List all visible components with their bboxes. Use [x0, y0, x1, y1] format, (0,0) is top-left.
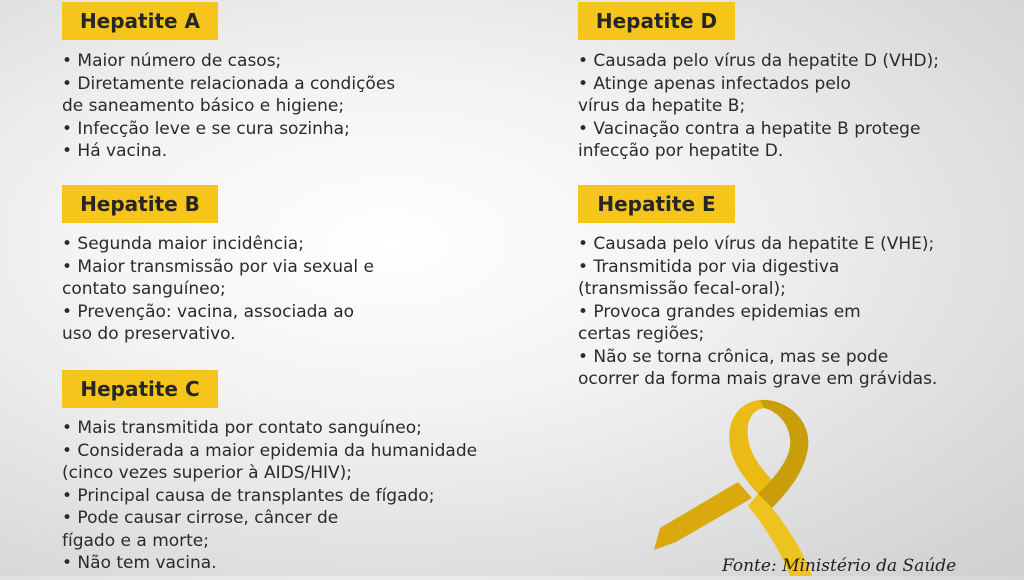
list-item: fígado e a morte; — [62, 530, 209, 551]
list-item: vírus da hepatite B; — [578, 96, 746, 116]
hepatite-b-list — [62, 233, 374, 346]
hepatite-b-title: Hepatite B — [62, 185, 218, 223]
list-item: • Maior número de casos; — [62, 51, 282, 71]
list-item: • Causada pelo vírus da hepatite D (VHD); — [578, 51, 939, 71]
list-item: • Causada pelo vírus da hepatite E (VHE); — [578, 234, 935, 254]
source-credit: Fonte: Ministério da Saúde — [722, 556, 957, 576]
list-item: • Segunda maior incidência; — [62, 234, 304, 254]
list-item: (transmissão fecal-oral); — [578, 279, 786, 299]
list-item: uso do preservativo. — [62, 324, 236, 344]
list-item: • Mais transmitida por contato sanguíneo; — [62, 418, 422, 438]
hepatite-d-list — [578, 50, 939, 163]
hepatite-a-title: Hepatite A — [62, 2, 218, 40]
hepatite-a-list — [62, 50, 395, 163]
hepatite-e-title: Hepatite E — [578, 185, 735, 223]
list-item: certas regiões; — [578, 324, 705, 344]
list-item: • Transmitida por via digestiva — [578, 256, 840, 277]
list-item: • Pode causar cirrose, câncer de — [62, 508, 339, 528]
ribbon-left-tail — [654, 482, 752, 550]
ribbon-loop-right — [758, 400, 808, 508]
list-item: • Atinge apenas infectados pelo — [578, 73, 851, 94]
list-item: • Provoca grandes epidemias em — [578, 301, 861, 322]
hepatite-c-list — [62, 417, 477, 575]
list-item: • Considerada a maior epidemia da humanidade — [62, 440, 478, 461]
list-item: (cinco vezes superior à AIDS/HIV); — [62, 463, 353, 483]
list-item: • Diretamente relacionada a condições — [62, 73, 396, 94]
list-item: de saneamento básico e higiene; — [62, 96, 345, 116]
list-item: • Há vacina. — [62, 141, 168, 161]
hepatite-c-title: Hepatite C — [62, 370, 218, 408]
list-item: • Não tem vacina. — [62, 553, 217, 573]
list-item: • Não se torna crônica, mas se pode — [578, 346, 889, 367]
awareness-ribbon-icon — [640, 390, 830, 580]
list-item: • Infecção leve e se cura sozinha; — [62, 118, 350, 139]
ribbon-loop-left — [729, 400, 774, 494]
list-item: • Prevenção: vacina, associada ao — [62, 301, 355, 322]
list-item: ocorrer da forma mais grave em grávidas. — [578, 369, 938, 389]
list-item: infecção por hepatite D. — [578, 141, 784, 161]
list-item: • Vacinação contra a hepatite B protege — [578, 118, 921, 139]
list-item: contato sanguíneo; — [62, 279, 226, 299]
hepatite-d-title: Hepatite D — [578, 2, 735, 40]
list-item: • Maior transmissão por via sexual e — [62, 256, 375, 277]
hepatite-e-list — [578, 233, 937, 391]
list-item: • Principal causa de transplantes de fígado; — [62, 485, 435, 506]
